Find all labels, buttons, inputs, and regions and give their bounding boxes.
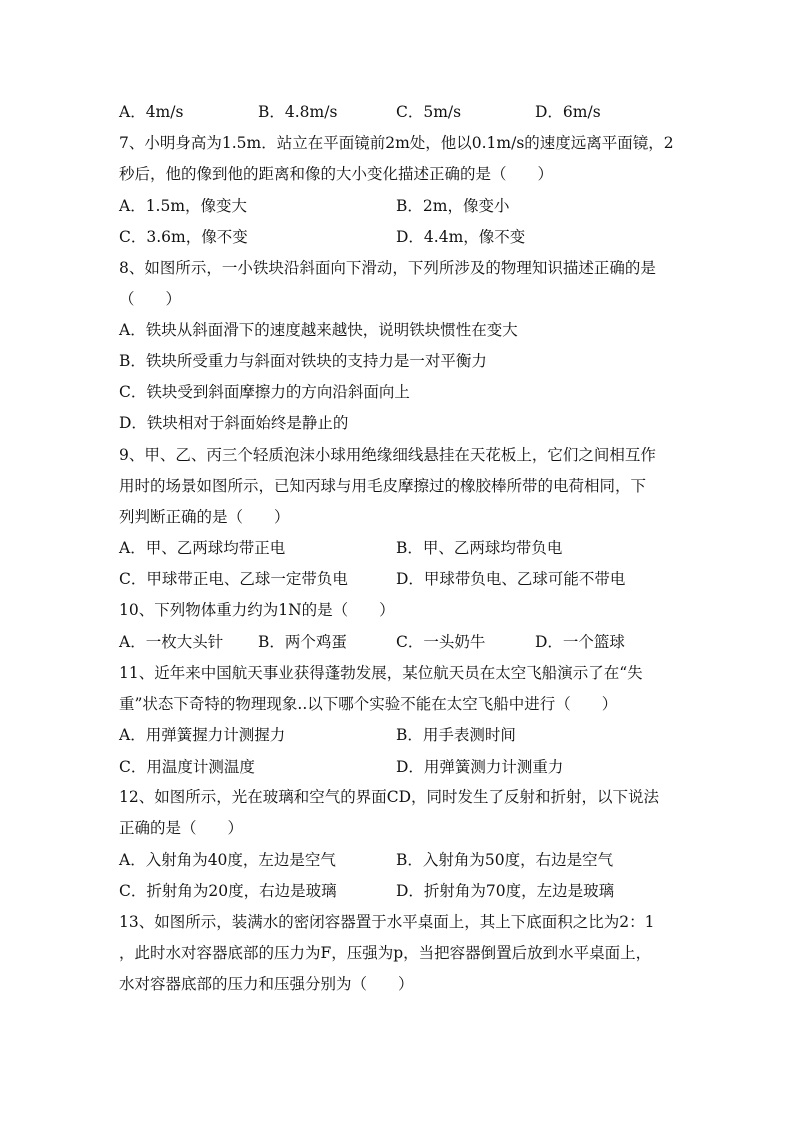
q7-option-c: C．3.6m，像不变 [119,228,248,246]
q7-stem-line-2: 秒后，他的像到他的距离和像的大小变化描述正确的是（ ） [119,165,554,183]
q11-option-c: C．用温度计测温度 [119,758,255,776]
q7-option-b: B．2m，像变小 [396,197,510,215]
q12-stem-line-1: 12、如图所示，光在玻璃和空气的界面CD，同时发生了反射和折射，以下说法 [119,788,660,806]
q9-stem-line-3: 列判断正确的是（ ） [119,508,290,526]
q8-stem-line-2: （ ） [119,290,182,308]
q9-option-d: D．甲球带负电、乙球可能不带电 [396,570,626,588]
q10-option-a: A．一枚大头针 [119,633,224,651]
q13-stem-line-1: 13、如图所示，装满水的密闭容器置于水平桌面上，其上下底面积之比为2：1 [119,913,655,931]
q12-stem-line-2: 正确的是（ ） [119,819,244,837]
q7-option-a: A．1.5m，像变大 [119,197,248,215]
q13-stem-line-2: ，此时水对容器底部的压力为F，压强为p，当把容器倒置后放到水平桌面上， [119,944,652,962]
q11-option-d: D．用弹簧测力计测重力 [396,758,564,776]
q6-option-c: C．5m/s [396,103,462,121]
q11-option-b: B．用手表测时间 [396,726,516,744]
q12-option-c: C．折射角为20度，右边是玻璃 [119,882,337,900]
q9-option-a: A．甲、乙两球均带正电 [119,539,286,557]
q13-stem-line-3: 水对容器底部的压力和压强分别为（ ） [119,975,414,993]
q7-stem-line-1: 7、小明身高为1.5m．站立在平面镜前2m处，他以0.1m/s的速度远离平面镜，2 [119,134,674,152]
q8-option-c: C．铁块受到斜面摩擦力的方向沿斜面向上 [119,383,410,401]
q8-option-b: B．铁块所受重力与斜面对铁块的支持力是一对平衡力 [119,352,487,370]
q6-option-b: B．4.8m/s [258,103,338,121]
q11-stem-line-2: 重”状态下奇特的物理现象..以下哪个实验不能在太空飞船中进行（ ） [119,695,618,713]
q8-option-a: A．铁块从斜面滑下的速度越来越快，说明铁块惯性在变大 [119,321,518,339]
q10-option-b: B．两个鸡蛋 [258,633,347,651]
q9-stem-line-2: 用时的场景如图所示，已知丙球与用毛皮摩擦过的橡胶棒所带的电荷相同，下 [119,477,647,495]
q7-option-d: D．4.4m，像不变 [396,228,526,246]
q9-stem-line-1: 9、甲、乙、丙三个轻质泡沫小球用绝缘细线悬挂在天花板上，它们之间相互作 [119,446,656,464]
q6-option-a: A．4m/s [119,103,184,121]
q10-option-c: C．一头奶牛 [396,633,486,651]
q11-option-a: A．用弹簧握力计测握力 [119,726,286,744]
q11-stem-line-1: 11、近年来中国航天事业获得蓬勃发展，某位航天员在太空飞船演示了在“失 [119,664,643,682]
q10-stem-line-1: 10、下列物体重力约为1N的是（ ） [119,601,395,619]
q12-option-b: B．入射角为50度，右边是空气 [396,851,614,869]
q6-option-d: D．6m/s [535,103,601,121]
q8-stem-line-1: 8、如图所示，一小铁块沿斜面向下滑动，下列所涉及的物理知识描述正确的是 [119,259,656,277]
q8-option-d: D．铁块相对于斜面始终是静止的 [119,414,349,432]
q9-option-c: C．甲球带正电、乙球一定带负电 [119,570,348,588]
q9-option-b: B．甲、乙两球均带负电 [396,539,563,557]
q12-option-a: A．入射角为40度，左边是空气 [119,851,336,869]
q12-option-d: D．折射角为70度，左边是玻璃 [396,882,615,900]
q10-option-d: D．一个篮球 [535,633,625,651]
